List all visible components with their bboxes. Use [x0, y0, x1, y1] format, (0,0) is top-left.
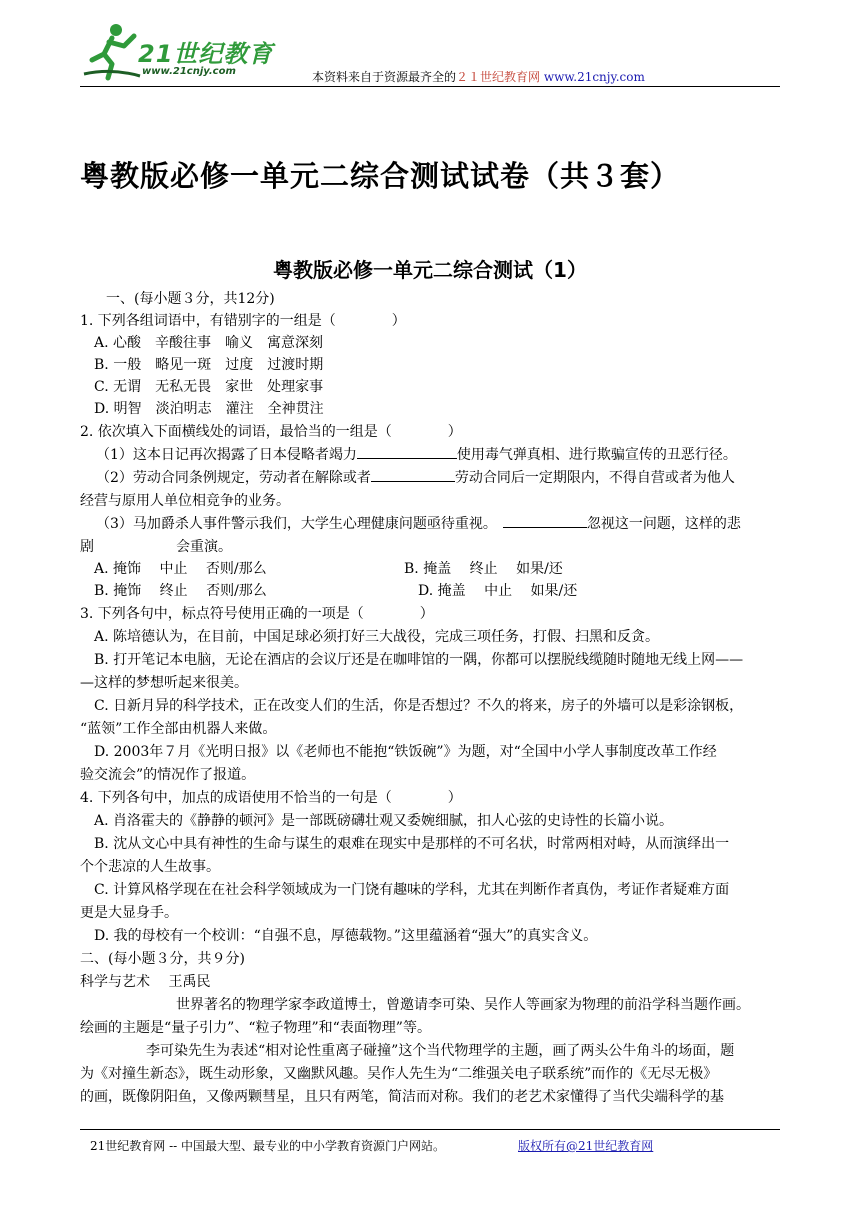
article-p2-line3: 的画，既像阴阳鱼，又像两颗彗星，且只有两笔，简洁而对称。我们的老艺术家懂得了当代尖端科学的基: [80, 1089, 724, 1105]
article-p2-line2: 为《对撞生新态》，既生动形象，又幽默风趣。吴作人先生为“二维强关电子联系统”而作的《无尽无极》: [80, 1066, 718, 1082]
q2-s2-pre: （2）劳动合同条例规定，劳动者在解除或者: [96, 470, 371, 486]
q2-s1-pre: （1）这本日记再次揭露了日本侵略者竭力: [96, 447, 357, 463]
q4-option-c-line2: 更是大显身手。: [80, 905, 178, 921]
q2-s3-blank: [503, 513, 587, 528]
q3-option-b-line1: B. 打开笔记本电脑，无论在酒店的会议厅还是在咖啡馆的一隅，你都可以摆脱线缆随时随地无线上网——: [94, 652, 744, 668]
section1-heading: 一、(每小题３分，共12分): [106, 291, 275, 307]
q2-s2-post: 劳动合同后一定期限内，不得自营或者为他人: [454, 470, 735, 486]
q2-option-d: D. 掩盖 中止 如果/还: [418, 583, 578, 599]
q2-s1-blank: [357, 444, 457, 459]
q3-option-d-line1: D. 2003年７月《光明日报》以《老师也不能抱“铁饭碗”》为题，对“全国中小学人事制度改革工作经: [94, 744, 717, 760]
q4-stem: 4. 下列各句中，加点的成语使用不恰当的一句是（ ）: [80, 790, 462, 806]
q4-option-b-line1: B. 沈从文心中具有神性的生命与谋生的艰难在现实中是那样的不可名状，时常两相对峙，从而演绎出一: [94, 836, 730, 852]
q2-s2-blank: [371, 467, 455, 482]
header-note-brand[interactable]: ２１世纪教育网: [456, 70, 541, 84]
article-p1-line1: 世界著名的物理学家李政道博士，曾邀请李可染、吴作人等画家为物理的前沿学科当题作画。: [176, 997, 750, 1013]
q2-option-b: B. 掩盖 终止 如果/还: [404, 561, 563, 577]
q4-option-c-line1: C. 计算风格学现在在社会科学领域成为一门饶有趣味的学科，尤其在判断作者真伪，考证作者疑难方面: [94, 882, 730, 898]
q2-s1-post: 使用毒气弹真相、进行欺骗宣传的丑恶行径。: [456, 447, 737, 463]
q2-option-c: B. 掩饰 终止 否则/那么: [94, 583, 267, 599]
q2-s3-post: 忽视这一问题，这样的悲: [586, 516, 741, 532]
q3-option-a: A. 陈培德认为，在目前，中国足球必须打好三大战役，完成三项任务，打假、扫黑和反贪。: [94, 629, 660, 645]
q2-s3-cont-b: 会重演。: [176, 539, 232, 555]
test-title: 粤教版必修一单元二综合测试（1）: [273, 258, 587, 282]
q2-stem: 2. 依次填入下面横线处的词语，最恰当的一组是（ ）: [80, 424, 462, 440]
footer-copyright-link[interactable]: 版权所有@21世纪教育网: [518, 1139, 654, 1153]
article-p1-line2: 绘画的主题是“量子引力”、“粒子物理”和“表面物理”等。: [80, 1020, 431, 1036]
q2-options-row-2: [94, 580, 794, 602]
q3-option-c-line2: “蓝领”工作全部由机器人来做。: [80, 721, 277, 737]
q3-option-d-line2: 验交流会”的情况作了报道。: [80, 767, 256, 783]
article-title: 科学与艺术 王禹民: [80, 974, 211, 990]
footer-divider: [80, 1129, 780, 1130]
logo-brand-text: 21世纪教育: [138, 40, 274, 68]
q1-option-c: C. 无谓 无私无畏 家世 处理家事: [94, 379, 324, 395]
document-title: 粤教版必修一单元二综合测试试卷（共３套）: [80, 159, 681, 193]
q4-option-d: D. 我的母校有一个校训：“自强不息，厚德载物。”这里蕴涵着“强大”的真实含义。: [94, 928, 598, 944]
q2-sentence-2: [96, 467, 796, 489]
q1-option-a: A. 心酸 辛酸往事 喻义 寓意深刻: [94, 335, 324, 351]
q2-options-row-1: [94, 558, 794, 580]
header-note-prefix: 本资料来自于资源最齐全的: [312, 70, 457, 84]
q4-option-b-line2: 个个悲凉的人生故事。: [80, 859, 220, 875]
q3-option-c-line1: C. 日新月异的科学技术，正在改变人们的生活，你是否想过？不久的将来，房子的外墙可以是彩涂钢板，: [94, 698, 744, 714]
section2-heading: 二、(每小题３分，共９分): [80, 951, 245, 967]
q3-stem: 3. 下列各句中，标点符号使用正确的一项是（ ）: [80, 606, 434, 622]
q2-s3-pre: （3）马加爵杀人事件警示我们，大学生心理健康问题亟待重视。: [96, 516, 497, 532]
q2-sentence-3: [96, 513, 796, 535]
q3-option-b-line2: —这样的梦想听起来很美。: [80, 675, 248, 691]
logo-url-text: www.21cnjy.com: [142, 66, 236, 77]
q2-option-a: A. 掩饰 中止 否则/那么: [94, 561, 267, 577]
runner-logo-icon: [82, 20, 142, 82]
q4-option-a: A. 肖洛霍夫的《静静的顿河》是一部既磅礴壮观又委婉细腻，扣人心弦的史诗性的长篇小说。: [94, 813, 674, 829]
q1-stem: 1. 下列各组词语中，有错别字的一组是（ ）: [80, 313, 406, 329]
q2-sentence-2-cont: 经营与原用人单位相竞争的业务。: [80, 493, 290, 509]
site-logo: [82, 20, 282, 84]
q2-s3-cont-a: 剧: [80, 539, 94, 555]
q2-sentence-3-cont: [80, 536, 780, 558]
header-divider: [80, 86, 780, 87]
header-note-url[interactable]: www.21cnjy.com: [543, 70, 645, 84]
q1-option-b: B. 一般 略见一斑 过度 过渡时期: [94, 357, 324, 373]
article-p2-line1: 李可染先生为表述“相对论性重离子碰撞”这个当代物理学的主题，画了两头公牛角斗的场面，题: [146, 1043, 735, 1059]
header-note: [312, 68, 645, 85]
q1-option-d: D. 明智 淡泊明志 灌注 全神贯注: [94, 401, 324, 417]
q2-sentence-1: [96, 444, 796, 466]
footer-left: 21世纪教育网 -- 中国最大型、最专业的中小学教育资源门户网站。: [90, 1139, 446, 1153]
